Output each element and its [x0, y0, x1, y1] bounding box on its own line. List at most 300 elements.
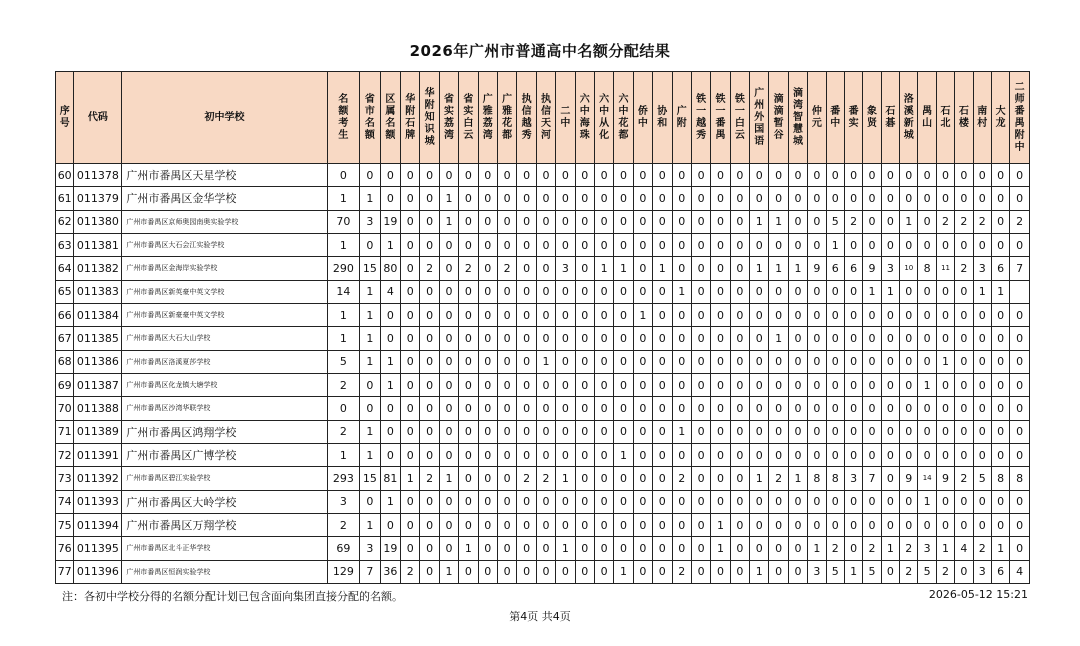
- cell-value: 0: [730, 303, 749, 326]
- cell-value: 0: [420, 350, 439, 373]
- cell-value: 1: [360, 350, 380, 373]
- column-header-18: 侨中: [633, 72, 652, 164]
- school-code: 011381: [74, 233, 122, 256]
- school-code: 011379: [74, 187, 122, 210]
- cell-value: 0: [594, 373, 613, 396]
- cell-value: 1: [750, 257, 769, 280]
- row-seq: 71: [56, 420, 74, 443]
- cell-value: 0: [327, 397, 360, 420]
- cell-value: 1: [536, 350, 555, 373]
- cell-value: 0: [401, 187, 420, 210]
- school-name: 广州市番禺区京师奥园南奥实验学校: [122, 210, 327, 233]
- cell-value: 0: [556, 164, 575, 187]
- cell-value: 1: [918, 490, 936, 513]
- cell-value: 0: [844, 397, 862, 420]
- cell-value: 0: [439, 420, 458, 443]
- cell-value: 0: [844, 187, 862, 210]
- school-code: 011389: [74, 420, 122, 443]
- school-name: 广州市番禺区天星学校: [122, 164, 327, 187]
- cell-value: 0: [517, 233, 536, 256]
- cell-value: 0: [750, 420, 769, 443]
- cell-value: 0: [844, 233, 862, 256]
- cell-value: 1: [327, 303, 360, 326]
- school-code: 011392: [74, 467, 122, 490]
- cell-value: 0: [594, 233, 613, 256]
- cell-value: 6: [844, 257, 862, 280]
- cell-value: 0: [556, 187, 575, 210]
- cell-value: 0: [750, 397, 769, 420]
- column-header-29: 番实: [844, 72, 862, 164]
- cell-value: 0: [1010, 187, 1030, 210]
- cell-value: 0: [881, 210, 899, 233]
- cell-value: 1: [360, 420, 380, 443]
- cell-value: 5: [826, 210, 844, 233]
- row-seq: 63: [56, 233, 74, 256]
- cell-value: 0: [536, 490, 555, 513]
- cell-value: 7: [863, 467, 881, 490]
- cell-value: 293: [327, 467, 360, 490]
- table-header-row: [56, 72, 1030, 164]
- cell-value: 1: [936, 537, 954, 560]
- cell-value: 0: [691, 303, 710, 326]
- cell-value: 1: [936, 350, 954, 373]
- cell-value: 0: [633, 443, 652, 466]
- cell-value: 0: [439, 350, 458, 373]
- table-row: [56, 467, 1030, 490]
- cell-value: 0: [439, 537, 458, 560]
- cell-value: 0: [653, 397, 672, 420]
- cell-value: 0: [769, 397, 788, 420]
- cell-value: 0: [653, 537, 672, 560]
- cell-value: 0: [594, 350, 613, 373]
- cell-value: 0: [614, 490, 633, 513]
- cell-value: 5: [327, 350, 360, 373]
- cell-value: 0: [536, 443, 555, 466]
- cell-value: 0: [401, 373, 420, 396]
- cell-value: 0: [575, 233, 594, 256]
- table-row: [56, 187, 1030, 210]
- cell-value: 0: [672, 443, 691, 466]
- cell-value: 0: [1010, 303, 1030, 326]
- cell-value: 0: [517, 350, 536, 373]
- cell-value: 0: [1010, 490, 1030, 513]
- cell-value: 0: [459, 164, 478, 187]
- cell-value: 0: [594, 513, 613, 536]
- cell-value: 7: [1010, 257, 1030, 280]
- cell-value: 0: [936, 443, 954, 466]
- row-seq: 73: [56, 467, 74, 490]
- cell-value: 0: [788, 537, 807, 560]
- cell-value: 0: [420, 233, 439, 256]
- cell-value: 1: [769, 257, 788, 280]
- cell-value: 1: [750, 560, 769, 583]
- cell-value: 0: [459, 233, 478, 256]
- cell-value: 0: [575, 467, 594, 490]
- cell-value: 0: [517, 443, 536, 466]
- cell-value: 0: [1010, 327, 1030, 350]
- column-header-6: 华附石牌: [401, 72, 420, 164]
- cell-value: 0: [918, 513, 936, 536]
- cell-value: 0: [750, 280, 769, 303]
- cell-value: 0: [750, 443, 769, 466]
- cell-value: 0: [497, 303, 516, 326]
- cell-value: 0: [769, 233, 788, 256]
- cell-value: 2: [327, 420, 360, 443]
- school-name: 广州市番禺区大岭学校: [122, 490, 327, 513]
- table-row: [56, 373, 1030, 396]
- cell-value: 1: [360, 513, 380, 536]
- cell-value: 0: [478, 164, 497, 187]
- cell-value: 2: [327, 373, 360, 396]
- cell-value: 0: [991, 164, 1009, 187]
- cell-value: 0: [769, 303, 788, 326]
- cell-value: 0: [711, 443, 730, 466]
- cell-value: 2: [327, 513, 360, 536]
- cell-value: 0: [420, 373, 439, 396]
- cell-value: 3: [360, 210, 380, 233]
- cell-value: 0: [459, 350, 478, 373]
- cell-value: 0: [788, 490, 807, 513]
- cell-value: 0: [691, 560, 710, 583]
- cell-value: 0: [380, 397, 400, 420]
- cell-value: 0: [517, 560, 536, 583]
- table-body: [56, 164, 1030, 584]
- column-header-36: 南村: [973, 72, 991, 164]
- cell-value: 0: [439, 373, 458, 396]
- cell-value: 0: [900, 443, 918, 466]
- cell-value: 0: [936, 373, 954, 396]
- school-code: 011383: [74, 280, 122, 303]
- cell-value: 0: [653, 187, 672, 210]
- cell-value: 1: [808, 537, 826, 560]
- cell-value: 0: [1010, 233, 1030, 256]
- column-header-15: 六中海珠: [575, 72, 594, 164]
- cell-value: 1: [672, 280, 691, 303]
- column-header-12: 执信越秀: [517, 72, 536, 164]
- cell-value: 0: [918, 443, 936, 466]
- cell-value: 2: [863, 537, 881, 560]
- cell-value: 2: [769, 467, 788, 490]
- cell-value: 0: [863, 187, 881, 210]
- cell-value: 0: [653, 164, 672, 187]
- school-code: 011394: [74, 513, 122, 536]
- row-seq: 74: [56, 490, 74, 513]
- cell-value: 0: [497, 443, 516, 466]
- cell-value: 0: [594, 490, 613, 513]
- cell-value: 0: [401, 280, 420, 303]
- cell-value: 0: [900, 303, 918, 326]
- cell-value: 0: [594, 397, 613, 420]
- cell-value: 3: [918, 537, 936, 560]
- table-row: [56, 420, 1030, 443]
- column-header-5: 区属名额: [380, 72, 400, 164]
- cell-value: 0: [536, 373, 555, 396]
- cell-value: 1: [327, 233, 360, 256]
- table-row: [56, 327, 1030, 350]
- cell-value: 1: [556, 467, 575, 490]
- cell-value: 0: [401, 443, 420, 466]
- cell-value: 0: [575, 420, 594, 443]
- cell-value: 0: [459, 280, 478, 303]
- cell-value: 0: [750, 350, 769, 373]
- cell-value: 0: [769, 280, 788, 303]
- cell-value: 1: [360, 187, 380, 210]
- cell-value: 0: [459, 397, 478, 420]
- cell-value: 0: [614, 210, 633, 233]
- school-name: 广州市番禺区大石大山学校: [122, 327, 327, 350]
- cell-value: 0: [730, 210, 749, 233]
- cell-value: 0: [691, 350, 710, 373]
- cell-value: 0: [730, 560, 749, 583]
- cell-value: 0: [711, 467, 730, 490]
- cell-value: 0: [955, 443, 973, 466]
- cell-value: 0: [711, 280, 730, 303]
- cell-value: 2: [420, 257, 439, 280]
- cell-value: 0: [900, 490, 918, 513]
- cell-value: 0: [844, 350, 862, 373]
- cell-value: 0: [808, 280, 826, 303]
- cell-value: 0: [653, 490, 672, 513]
- cell-value: 8: [991, 467, 1009, 490]
- cell-value: 0: [478, 537, 497, 560]
- cell-value: 9: [863, 257, 881, 280]
- cell-value: 1: [556, 537, 575, 560]
- cell-value: 0: [936, 164, 954, 187]
- cell-value: 6: [991, 257, 1009, 280]
- cell-value: 0: [614, 164, 633, 187]
- cell-value: 0: [633, 490, 652, 513]
- cell-value: 0: [401, 397, 420, 420]
- column-header-31: 石碁: [881, 72, 899, 164]
- cell-value: 1: [360, 443, 380, 466]
- cell-value: 0: [808, 373, 826, 396]
- cell-value: 0: [653, 420, 672, 443]
- cell-value: 14: [327, 280, 360, 303]
- cell-value: 0: [575, 303, 594, 326]
- cell-value: 0: [691, 257, 710, 280]
- cell-value: 0: [536, 397, 555, 420]
- cell-value: 0: [672, 257, 691, 280]
- school-code: 011393: [74, 490, 122, 513]
- cell-value: 0: [401, 513, 420, 536]
- row-seq: 64: [56, 257, 74, 280]
- table-row: [56, 210, 1030, 233]
- cell-value: 0: [497, 187, 516, 210]
- cell-value: 0: [401, 537, 420, 560]
- cell-value: 0: [497, 327, 516, 350]
- school-name: 广州市番禺区新豪豪中英文学校: [122, 303, 327, 326]
- cell-value: 0: [594, 443, 613, 466]
- cell-value: 0: [556, 420, 575, 443]
- cell-value: 0: [808, 513, 826, 536]
- cell-value: 1: [788, 467, 807, 490]
- cell-value: 0: [955, 420, 973, 443]
- cell-value: 0: [420, 420, 439, 443]
- cell-value: 8: [808, 467, 826, 490]
- cell-value: 0: [730, 467, 749, 490]
- cell-value: 0: [826, 373, 844, 396]
- cell-value: 0: [769, 513, 788, 536]
- cell-value: 0: [478, 233, 497, 256]
- table-row: [56, 490, 1030, 513]
- cell-value: 0: [808, 397, 826, 420]
- cell-value: 0: [769, 420, 788, 443]
- cell-value: 0: [672, 187, 691, 210]
- cell-value: 0: [844, 373, 862, 396]
- cell-value: 0: [401, 420, 420, 443]
- cell-value: 0: [439, 397, 458, 420]
- cell-value: 0: [1010, 537, 1030, 560]
- column-header-21: 铁一越秀: [691, 72, 710, 164]
- column-header-27: 仲元: [808, 72, 826, 164]
- cell-value: 0: [575, 164, 594, 187]
- cell-value: 0: [614, 420, 633, 443]
- cell-value: 0: [517, 257, 536, 280]
- cell-value: 0: [730, 327, 749, 350]
- cell-value: 0: [556, 233, 575, 256]
- cell-value: 0: [536, 280, 555, 303]
- cell-value: 0: [808, 420, 826, 443]
- cell-value: 2: [672, 560, 691, 583]
- cell-value: 0: [750, 513, 769, 536]
- cell-value: 0: [497, 373, 516, 396]
- cell-value: 1: [973, 280, 991, 303]
- cell-value: 0: [826, 164, 844, 187]
- cell-value: 0: [517, 210, 536, 233]
- cell-value: 2: [517, 467, 536, 490]
- cell-value: 0: [497, 537, 516, 560]
- cell-value: 0: [955, 350, 973, 373]
- column-header-35: 石楼: [955, 72, 973, 164]
- cell-value: 8: [918, 257, 936, 280]
- cell-value: 0: [517, 327, 536, 350]
- cell-value: 0: [575, 513, 594, 536]
- cell-value: 1: [327, 443, 360, 466]
- cell-value: 0: [973, 303, 991, 326]
- cell-value: 0: [575, 187, 594, 210]
- cell-value: 0: [769, 560, 788, 583]
- cell-value: 0: [691, 187, 710, 210]
- school-name: 广州市番禺区万翔学校: [122, 513, 327, 536]
- column-header-9: 省实白云: [459, 72, 478, 164]
- cell-value: 0: [633, 373, 652, 396]
- column-header-0: 序号: [56, 72, 74, 164]
- cell-value: 0: [788, 373, 807, 396]
- cell-value: 0: [614, 350, 633, 373]
- cell-value: 0: [575, 373, 594, 396]
- school-name: 广州市番禺区新英豪中英文学校: [122, 280, 327, 303]
- cell-value: 0: [672, 164, 691, 187]
- cell-value: 0: [769, 350, 788, 373]
- cell-value: 0: [594, 280, 613, 303]
- cell-value: 0: [750, 303, 769, 326]
- cell-value: 0: [401, 164, 420, 187]
- cell-value: 0: [380, 513, 400, 536]
- cell-value: 0: [730, 397, 749, 420]
- cell-value: 0: [360, 397, 380, 420]
- cell-value: 0: [360, 233, 380, 256]
- cell-value: 0: [633, 537, 652, 560]
- school-name: 广州市番禺区化龙镇大塘学校: [122, 373, 327, 396]
- cell-value: 0: [672, 373, 691, 396]
- cell-value: 0: [844, 420, 862, 443]
- cell-value: 0: [672, 397, 691, 420]
- cell-value: 0: [633, 560, 652, 583]
- column-header-32: 洛溪新城: [900, 72, 918, 164]
- cell-value: 0: [788, 210, 807, 233]
- cell-value: 0: [788, 350, 807, 373]
- cell-value: 0: [955, 513, 973, 536]
- cell-value: 0: [863, 443, 881, 466]
- cell-value: 0: [594, 327, 613, 350]
- cell-value: 0: [478, 210, 497, 233]
- cell-value: 0: [844, 303, 862, 326]
- cell-value: 0: [936, 233, 954, 256]
- cell-value: 0: [1010, 164, 1030, 187]
- cell-value: 0: [936, 397, 954, 420]
- cell-value: 0: [863, 490, 881, 513]
- column-header-14: 二中: [556, 72, 575, 164]
- cell-value: 0: [863, 327, 881, 350]
- cell-value: 0: [380, 327, 400, 350]
- column-header-13: 执信天河: [536, 72, 555, 164]
- cell-value: 0: [439, 257, 458, 280]
- cell-value: 0: [769, 443, 788, 466]
- cell-value: 0: [497, 513, 516, 536]
- cell-value: 0: [991, 210, 1009, 233]
- cell-value: 69: [327, 537, 360, 560]
- cell-value: 0: [459, 513, 478, 536]
- cell-value: 0: [936, 280, 954, 303]
- cell-value: 0: [420, 443, 439, 466]
- cell-value: 0: [711, 350, 730, 373]
- cell-value: 4: [380, 280, 400, 303]
- cell-value: 15: [360, 467, 380, 490]
- cell-value: 5: [826, 560, 844, 583]
- cell-value: 0: [711, 233, 730, 256]
- cell-value: 1: [439, 467, 458, 490]
- cell-value: 1: [672, 420, 691, 443]
- cell-value: 0: [863, 513, 881, 536]
- cell-value: 0: [478, 397, 497, 420]
- cell-value: 0: [439, 303, 458, 326]
- cell-value: 0: [936, 327, 954, 350]
- cell-value: 0: [380, 303, 400, 326]
- page-title: 2026年广州市普通高中名额分配结果: [409, 42, 671, 60]
- cell-value: 0: [991, 443, 1009, 466]
- cell-value: 0: [517, 397, 536, 420]
- cell-value: 0: [594, 467, 613, 490]
- cell-value: 0: [633, 513, 652, 536]
- cell-value: 5: [973, 467, 991, 490]
- cell-value: 0: [556, 210, 575, 233]
- cell-value: 0: [826, 303, 844, 326]
- cell-value: 1: [614, 257, 633, 280]
- cell-value: 0: [750, 537, 769, 560]
- column-header-28: 番中: [826, 72, 844, 164]
- cell-value: 0: [478, 187, 497, 210]
- row-seq: 76: [56, 537, 74, 560]
- cell-value: 2: [936, 560, 954, 583]
- cell-value: 3: [327, 490, 360, 513]
- cell-value: 0: [863, 350, 881, 373]
- cell-value: 0: [955, 233, 973, 256]
- cell-value: 0: [991, 397, 1009, 420]
- cell-value: 0: [380, 420, 400, 443]
- cell-value: 80: [380, 257, 400, 280]
- row-seq: 65: [56, 280, 74, 303]
- cell-value: 1: [614, 443, 633, 466]
